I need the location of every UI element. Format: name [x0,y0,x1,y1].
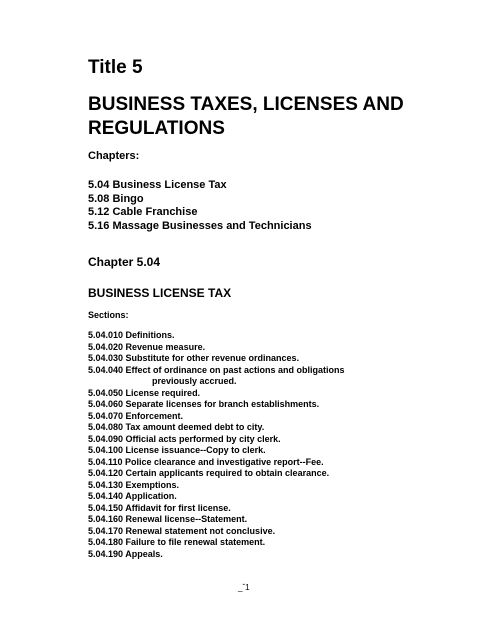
chapter-item: 5.04 Business License Tax [88,179,227,191]
section-item: 5.04.130 Exemptions. [88,479,180,490]
section-item: 5.04.100 License issuance--Copy to clerk. [88,445,266,455]
section-item: 5.04.140 Application. [88,491,177,501]
section-item: 5.04.020 Revenue measure. [88,341,206,352]
section-item: 5.04.060 Separate licenses for branch establishments. [88,399,320,409]
section-item: 5.04.160 Renewal license--Statement. [88,514,248,524]
sections-label: Sections: [88,310,129,320]
chapter-item: 5.12 Cable Franchise [88,206,198,218]
chapter-heading: Chapter 5.04 [88,255,161,269]
section-item: 5.04.110 Police clearance and investigative report--Fee. [88,456,324,467]
page-number: _ˇ1 [238,583,250,592]
chapters-label: Chapters: [88,150,140,162]
section-item: 5.04.120 Certain applicants required to obtain clearance. [88,468,330,478]
section-item: 5.04.050 License required. [88,387,201,398]
section-item: 5.04.170 Renewal statement not conclusive. [88,525,276,536]
chapter-item: 5.08 Bingo [88,192,144,205]
section-list [88,330,345,560]
section-item: 5.04.090 Official acts performed by city clerk. [88,433,281,444]
section-item: 5.04.010 Definitions. [88,330,175,340]
section-item-continuation: previously accrued. [152,376,237,386]
title-heading: Title 5 [88,57,143,78]
section-item: 5.04.190 Appeals. [88,548,163,559]
section-item: 5.04.080 Tax amount deemed debt to city. [88,422,265,432]
section-item: 5.04.030 Substitute for other revenue ordinances. [88,353,300,363]
chapter-name: BUSINESS LICENSE TAX [88,286,232,300]
subtitle-heading: BUSINESS TAXES, LICENSES AND REGULATIONS [88,94,404,139]
section-item: 5.04.150 Affidavit for first license. [88,502,231,513]
section-item: 5.04.040 Effect of ordinance on past actions and obligations [88,364,345,375]
section-item: 5.04.070 Enforcement. [88,410,184,421]
chapter-item: 5.16 Massage Businesses and Technicians [88,219,312,232]
section-item: 5.04.180 Failure to file renewal statement. [88,537,266,547]
chapter-list [88,179,312,233]
